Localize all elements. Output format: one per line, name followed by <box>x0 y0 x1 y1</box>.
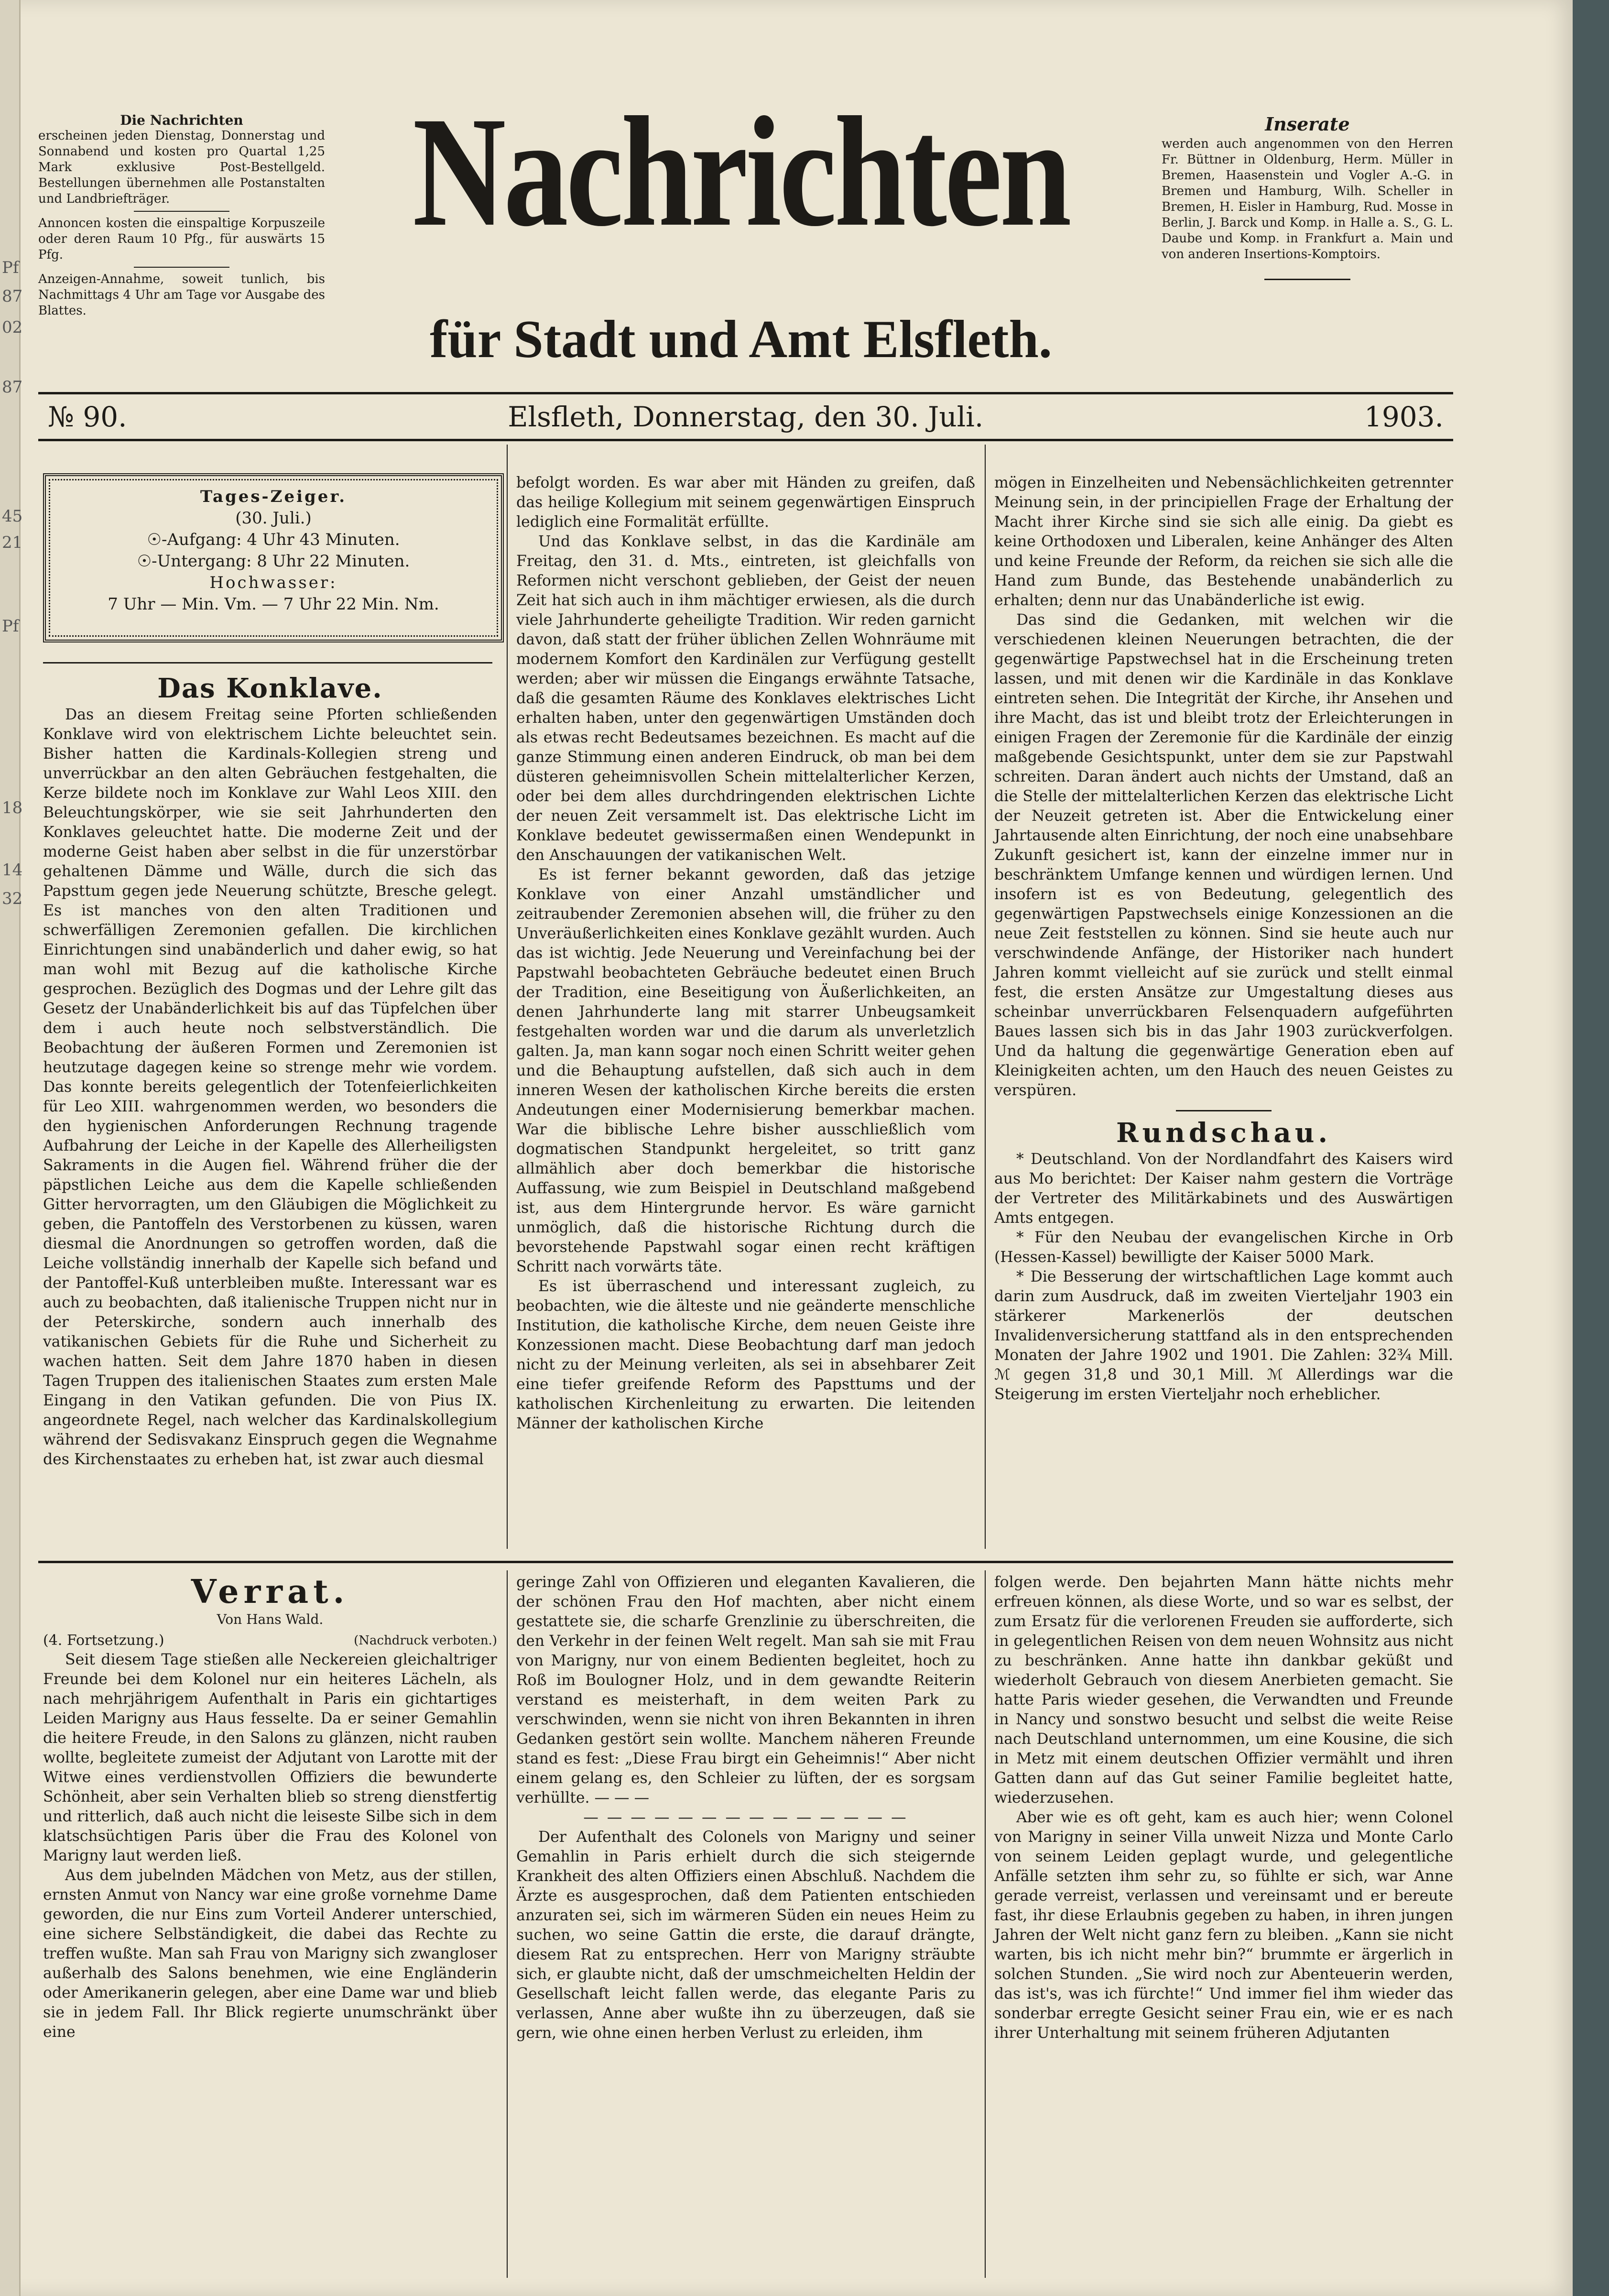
paragraph: Das sind die Gedanken, mit welchen wir die verschiedenen kleinen Neuerungen betrachten, die der gegenwärtige Papstwechsel hat in die Erscheinung treten lassen, und mit denen wir die Kardinäle in das Konklave eintreten sehen. Die Integrität der Kirche, ihr Ansehen und ihre Macht, das ist und bleibt trotz der Erleichterungen in einigen Fragen der Zeremonie für die Kardinäle der einzig maßgebende Gesichtspunkt, unter dem sie zur Papstwahl schreiten. Daran ändert auch nichts der Umstand, daß an die Stelle der mittelalterlichen Kerzen das elektrische Licht der Neuzeit getreten ist. Aber die Entwickelung einer Jahrtausende alten Einrichtung, der noch eine unabsehbare Zukunft gesichert ist, kann der einzelne immer nur in beschränktem Umfange kennen und würdigen lernen. Und insofern ist es von Bedeutung, gelegentlich des gegenwärtigen Papstwechsels einige Konzessionen an die neue Zeit feststellen zu können. Sind sie heute auch nur verschwindende Anfänge, der Historiker nach hundert Jahren kommt vielleicht auf sie zurück und stellt einmal fest, die ersten Ansätze zur Umgestaltung dieses aus scheinbar unverrückbaren Felsenquadern aufgeführten Baues lassen sich bis in das Jahr 1903 zurückverfolgen. Und da haltung die gegenwärtige Generation eben auf Kleinigkeiten achten, um den Hauch des neuen Geistes zu verspüren. <box>994 611 1453 1099</box>
verrat-heading: Verrat. <box>191 1573 349 1611</box>
paragraph: Der Aufenthalt des Colonels von Marigny und seiner Gemahlin in Paris erhielt durch die sich steigernde Krankheit des alten Offiziers einen Abschluß. Nachdem die Ärzte es ausgesprochen, daß dem Patienten entschieden anzuraten sei, sich im wärmeren Süden ein neues Heim zu suchen, wo seine Gattin die erste, die darauf drängte, diesem Rat zu entsprechen. Herr von Marigny sträubte sich, er glaubte nicht, daß der umschmeichelten Heldin der Gesellschaft leicht fallen werde, das elegante Paris zu verlassen, Anne aber wußte ihn zu überzeugen, daß sie gern, wie ohne einen herben Verlust zu erleiden, ihm <box>516 1828 975 2042</box>
top-rule <box>38 392 1453 394</box>
subscription-info-box <box>38 112 325 319</box>
konklave-col1 <box>43 705 497 1469</box>
verrat-notice: (Nachdruck verboten.) <box>354 1633 497 1648</box>
dateline-rule <box>38 439 1453 441</box>
margin-number: 32 <box>2 889 23 908</box>
paragraph: folgen werde. Den bejahrten Mann hätte nichts mehr erfreuen können, als diese Worte, und so war es selbst, der zum Ersatz für die verlorenen Freuden sie aufforderte, sich in gelegentlichen Reisen von dem neuen Wohnsitz aus nicht zu beschränken. Anne hatte ihn dankbar geküßt und wiederholt Gebrauch von diesem Anerbieten gemacht. Sie hatte Paris wieder gesehen, die Verwandten und Freunde in Nancy und sonstwo besucht und selbst die weite Reise nach Deutschland unternommen, um eine Kousine, die sich in Metz mit einem deutschen Offizier vermählt und ihren Gatten dann auf das Gut seiner Familie begleitet hatte, wiederzusehen. <box>994 1574 1453 1806</box>
margin-number: 02 <box>2 318 23 337</box>
rundschau-items <box>994 1150 1453 1404</box>
verrat-meta <box>43 1631 497 1650</box>
column-three-top <box>994 473 1453 1404</box>
paragraph: Es ist überraschend und interessant zugleich, zu beobachten, wie die älteste und nie geänderte menschliche Institution, die katholische Kirche, dem neuen Geiste ihre Konzessionen macht. Diese Beobachtung darf man jedoch nicht zu der Meinung verleiten, als sei in absehbarer Zeit eine tiefer greifende Reform des Papsttums und der katholischen Kirchenleitung zu erwarten. Die leitenden Männer der katholischen Kirche <box>516 1278 975 1432</box>
margin-number: 87 <box>2 287 23 306</box>
news-item: * Deutschland. Von der Nordlandfahrt des Kaisers wird aus Mo berichtet: Der Kaiser nahm gestern die Vorträge der Vertreter des Militärkabinets und des Auswärtigen Amts entgegen. <box>994 1151 1453 1227</box>
column-rule <box>507 1570 508 2278</box>
margin-number: 45 <box>2 507 23 526</box>
verrat-article <box>43 1573 497 2042</box>
paragraph: Das an diesem Freitag seine Pforten schließenden Konklave wird von elektrischem Lichte beleuchtet sein. Bisher hatten die Kardinals-Kollegien streng und unverrückbar an den alten Gebräuchen festgehalten, die Kerze bildete noch im Konklave zur Wahl Leos XIII. den Beleuchtungskörper, wie sie seit Jahrhunderten den Konklaves geleuchtet hatte. Die moderne Zeit und der moderne Geist haben aber selbst in die für unzerstörbar gehaltenen Dämme und Wälle, durch die sich das Papsttum gegen jede Neuerung schützte, Bresche gelegt. Es ist manches von den alten Traditionen und schwerfälligen Zeremonien gefallen. Die kirchlichen Einrichtungen sind unabänderlich und daher ewig, so hat man wohl mit Bezug auf die katholische Kirche gesprochen. Bezüglich des Dogmas und der Lehre gilt das Gesetz der Unabänderlichkeit bis auf das Tüpfelchen über dem i auch heute noch selbstverständlich. Die Beobachtung der äußeren Formen und Zeremonien ist heutzutage dagegen keine so strenge mehr wie vordem. Das konnte bereits gelegentlich der Totenfeierlichkeiten für Leo XIII. wahrgenommen werden, wo besonders die den hygienischen Anforderungen Rechnung tragende Aufbahrung der Leiche in der Kapelle des Allerheiligsten Sakraments in die Augen fiel. Während früher die der päpstlichen Leiche aus dem die Kapelle schließenden Gitter hervorragten, um den Gläubigen die Möglichkeit zu geben, die Pantoffeln des Verstorbenen zu küssen, waren diesmal die Anordnungen so getroffen worden, daß die Leiche vollständig innerhalb der Kapelle sich befand und der Pantoffel-Kuß unterbleiben mußte. Interessant war es auch zu beobachten, daß italienische Truppen nicht nur in der Peterskirche, sondern auch innerhalb des vatikanischen Gebiets für die Ruhe und Sicherheit zu wachen hatten. Seit dem Jahre 1870 haben in diesen Tagen Truppen des italienischen Staates zum ersten Male Eingang in den Vatikan gefunden. Die von Pius IX. angeordnete Regel, nach welcher das Kardinalskollegium während der Sedisvakanz Einspruch gegen die Wegnahme des Kirchenstaates zu erheben hat, ist zwar auch diesmal <box>43 706 497 1468</box>
rundschau-heading: Rundschau. <box>1116 1117 1331 1149</box>
column-rule <box>507 445 508 1549</box>
tz-tide: 7 Uhr — Min. Vm. — 7 Uhr 22 Min. Nm. <box>108 595 439 614</box>
verrat-sequel: (4. Fortsetzung.) <box>43 1632 164 1649</box>
place-date: Elsfleth, Donnerstag, den 30. Juli. <box>508 401 984 433</box>
issue-year: 1903. <box>1364 401 1444 433</box>
inserate-box <box>1162 112 1453 280</box>
divider <box>43 662 492 664</box>
paragraph: Aber wie es oft geht, kam es auch hier; wenn Colonel von Marigny in seiner Villa unweit Nizza und Monte Carlo von seinem Leiden geplagt wurde, und gelegentliche Anfälle setzten ihm sehr zu, so fühlte er sich, war Anne gerade verreist, verlassen und vereinsamt und er bereute fast, ihr diese Erlaubnis gegeben zu haben, in ihren jungen Jahren der Welt nicht ganz fern zu bleiben. „Kann sie nicht warten, bis ich nicht mehr bin?“ brummte er ärgerlich in solchen Stunden. „Sie wird noch zur Abenteuerin werden, das ist's, was ich fürchte!“ Und immer fiel ihm wieder das sonderbar erregte Gesicht seiner Frau ein, wie er es nach ihrer Unterhaltung mit seinem früheren Adjutanten <box>994 1809 1453 2042</box>
left-margin-strip <box>0 0 21 2296</box>
masthead <box>335 85 1147 259</box>
divider <box>1264 279 1350 280</box>
tz-sunrise: ☉-Aufgang: 4 Uhr 43 Minuten. <box>147 530 400 549</box>
margin-number: 18 <box>2 798 23 817</box>
tages-zeiger-box <box>43 473 504 642</box>
tz-sunset: ☉-Untergang: 8 Uhr 22 Minuten. <box>137 552 410 571</box>
dateline <box>48 402 1444 432</box>
tz-date: (30. Juli.) <box>235 509 312 528</box>
konklave-col3 <box>994 473 1453 1100</box>
masthead-subtitle: für Stadt und Amt Elsfleth. <box>430 310 1052 369</box>
paragraph: Seit diesem Tage stießen alle Neckereien gleichaltriger Freunde bei dem Kolonel nur ein heiteres Lächeln, als nach mehrjährigem Aufenthalt in Paris ein gichtartiges Leiden Marigny aus Haus fesselte. Da er seiner Gemahlin die heitere Freude, in den Salons zu glänzen, nicht rauben wollte, begleitete zumeist der Adjutant von Larotte mit der Witwe eines verdienstvollen Offiziers die bewunderte Schönheit, aber sein Verhalten blieb so streng dienstfertig und ritterlich, daß auch nicht die leiseste Silbe sich in dem klatschsüchtigen Paris über die Frau des Kolonel von Marigny laut werden ließ. <box>43 1651 497 1864</box>
paragraph: Es ist ferner bekannt geworden, daß das jetzige Konklave von einer Anzahl umständlicher und zeitraubender Zeremonien absehen will, die früher zu den Unveräußerlichkeiten eines Konklave gezählt wurden. Auch das ist wichtig. Jede Neuerung und Vereinfachung bei der Papstwahl beobachteten Gebräuche bedeutet einen Bruch der Tradition, eine Beseitigung von Äußerlichkeiten, an denen Jahrhunderte lang mit starrer Unbeugsamkeit festgehalten worden war und die darum als unverletzlich galten. Ja, man kann sogar noch einen Schritt weiter gehen und die Behauptung aufstellen, daß sich auch in dem inneren Wesen der katholischen Kirche bereits die ersten Andeutungen einer Modernisierung bemerkbar machen. War die biblische Lehre bisher ausschließlich vom dogmatischen Standpunkt hergeleitet, so tritt ganz allmählich aber doch bemerkbar die historische Auffassung, wie zum Beispiel in Deutschland maßgebend ist, aus dem Hintergrunde hervor. Es wäre garnicht unmöglich, daß die historische Richtung durch die bevorstehende Papstwahl sogar einen recht kräftigen Schritt nach vorwärts täte. <box>516 866 975 1275</box>
paragraph: Und das Konklave selbst, in das die Kardinäle am Freitag, den 31. d. Mts., eintreten, ist gleichfalls von Reformen nicht verschont geblieben, der Geist der neuen Zeit hat sich auch in ihm mächtiger erwiesen, als die durch viele Jahrhunderte geheiligte Tradition. Wir reden garnicht davon, daß statt der früher üblichen Zellen Wohnräume mit modernem Komfort den Kardinälen zur Verfügung gestellt werden; aber wir müssen die Eingangs erwähnte Tatsache, daß die gesamten Räume des Konklaves elektrisches Licht erhalten haben, unter den gegenwärtigen Umständen doch als etwas recht Bedeutsames bezeichnen. Es macht auf die ganze Stimmung einen anderen Eindruck, ob man bei dem düsteren geheimnisvollen Schein mittelalterlicher Kerzen, oder bei dem alles durchdringenden elektrischen Lichte der neuen Zeit versammelt ist. Das elektrische Licht im Konklave bedeutet gewissermaßen einen Wendepunkt in den Anschauungen der vatikanischen Welt. <box>516 533 975 864</box>
divider <box>134 267 229 268</box>
column-rule <box>985 445 986 1549</box>
news-item: * Für den Neubau der evangelischen Kirche in Orb (Hessen-Kassel) bewilligte der Kaiser 5000 Mark. <box>994 1229 1453 1266</box>
verrat-byline: Von Hans Wald. <box>217 1611 324 1627</box>
column-rule <box>985 1570 986 2278</box>
inserate-title: Inserate <box>1265 113 1350 135</box>
info-text-anzeigen: Anzeigen-Annahme, soweit tunlich, bis Nachmittags 4 Uhr am Tage vor Ausgabe des Blattes. <box>38 272 325 318</box>
inserate-text: werden auch angenommen von den Herren Fr. Büttner in Oldenburg, Herm. Müller in Bremen, Haasenstein und Vogler A.-G. in Bremen und Hamburg, Wilh. Scheller in Bremen, H. Eisler in Hamburg, Rud. Mosse in Berlin, J. Barck und Komp. in Halle a. S., G. L. Daube und Komp. in Frankfurt a. Main und von anderen Insertions-Komptoirs. <box>1162 137 1453 261</box>
konklave-heading: Das Konklave. <box>157 673 383 704</box>
paragraph: Aus dem jubelnden Mädchen von Metz, aus der stillen, ernsten Anmut von Nancy war eine große vornehme Dame geworden, die nur Eins zum Vorteil Anderer unterschied, eine sichere Selbständigkeit, die dabei das Rechte zu treffen wußte. Man sah Frau von Marigny sich zwangloser außerhalb des Salons benehmen, wie eine Engländerin oder Amerikanerin gelegen, aber eine Dame war und blieb sie in jedem Fall. Ihr Blick regierte unumschränkt über eine <box>43 1867 497 2041</box>
info-title: Die Nachrichten <box>120 112 243 128</box>
margin-number: 21 <box>2 533 23 552</box>
verrat-col1 <box>43 1650 497 2042</box>
tz-tide-title: Hochwasser: <box>209 573 337 592</box>
paragraph: mögen in Einzelheiten und Nebensächlichkeiten getrennter Meinung sein, in der principiellen Frage der Erhaltung der Macht ihrer Kirche sind sie sich alle einig. Da giebt es keine Orthodoxen und Liberalen, keine Anhänger des Alten und keine Freunde der Reform, da reichen sie sich alle die Hand zum Bunde, das Bestehende unabänderlich zu erhalten; denn nur das Unabänderliche ist ewig. <box>994 474 1453 609</box>
paragraph: geringe Zahl von Offizieren und eleganten Kavalieren, die der schönen Frau den Hof machten, aber nicht einem gestattete sie, die scharfe Grenzlinie zu überschreiten, die den Verkehr in der feinen Welt regelt. Man sah sie mit Frau von Marigny, nur von einem Bedienten begleitet, hoch zu Roß im Boulogner Holz, und in dem gewandte Reiterin verstand es meisterhaft, in dem weiten Park zu verschwinden, wenn sie nicht von ihren Bekannten in ihren Gedanken gestört sein wollte. Manchem näheren Freunde stand es fest: „Diese Frau birgt ein Geheimnis!“ Aber nicht einem gelang es, den Schleier zu lüften, der es sorgsam verhüllte. — — — <box>516 1574 975 1806</box>
masthead-subtitle-wrap <box>335 311 1147 368</box>
section-rule <box>38 1561 1453 1563</box>
paragraph: befolgt worden. Es war aber mit Händen zu greifen, daß das heilige Kollegium mit seinem gegenwärtigen Einspruch lediglich eine Formalität erfüllte. <box>516 474 975 531</box>
divider <box>1176 1110 1272 1111</box>
issue-number: № 90. <box>48 401 127 433</box>
tz-title: Tages-Zeiger. <box>200 487 347 506</box>
info-text-annoncen: Annoncen kosten die einspaltige Korpuszeile oder deren Raum 10 Pfg., für auswärts 15 Pfg. <box>38 216 325 262</box>
verrat-col2 <box>516 1573 975 2043</box>
separator-dashes: — — — — — — — — — — — — — — <box>583 1809 908 1826</box>
konklave-article <box>43 672 497 1469</box>
margin-number: Pf <box>2 258 19 277</box>
masthead-title: Nachrichten <box>413 85 1069 259</box>
divider <box>134 211 229 212</box>
verrat-col3 <box>994 1573 1453 2043</box>
info-text-subscription: erscheinen jeden Dienstag, Donnerstag und Sonnabend und kosten pro Quartal 1,25 Mark exklusive Post-Bestellgeld. Bestellungen übernehmen alle Postanstalten und Landbriefträger. <box>38 129 325 206</box>
margin-number: 14 <box>2 860 23 880</box>
margin-number: Pf <box>2 617 19 636</box>
news-item: * Die Besserung der wirtschaftlichen Lage kommt auch darin zum Ausdruck, daß im zweiten Vierteljahr 1903 ein stärkerer Markenerlös der deutschen Invalidenversicherung stattfand als in den entsprechenden Monaten der Jahre 1902 und 1901. Die Zahlen: 32¾ Mill. ℳ gegen 31,8 und 30,1 Mill. ℳ Allerdings war die Steigerung im ersten Vierteljahr noch erheblicher. <box>994 1268 1453 1403</box>
margin-number: 87 <box>2 378 23 397</box>
konklave-col2 <box>516 473 975 1434</box>
